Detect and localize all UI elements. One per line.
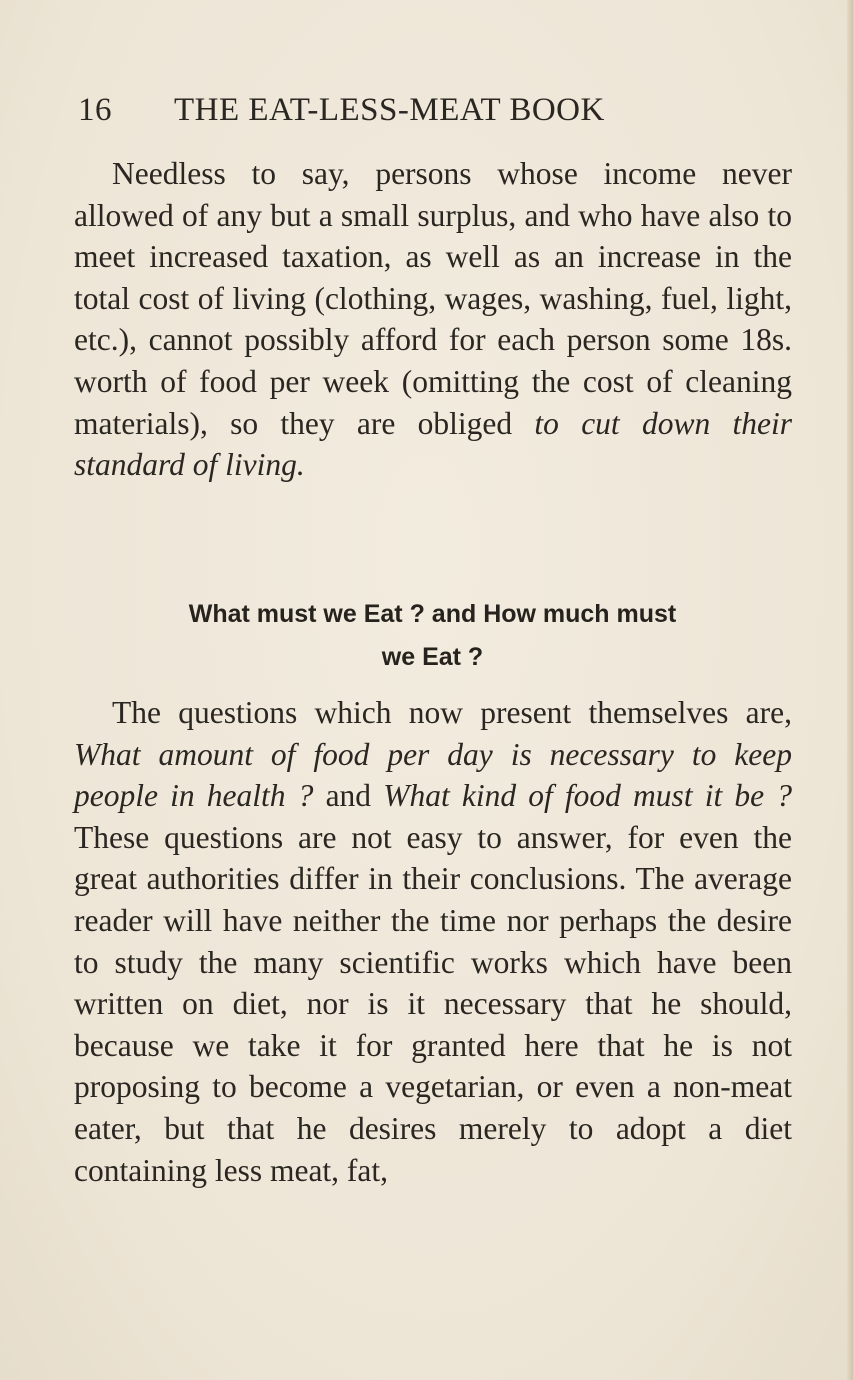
paragraph-1-italic: to cut down their standard of living. — [74, 405, 792, 483]
paragraph-2-part-3: These questions are not easy to answer, for even the great authorities differ in their conclusions. The average reader will have neither the time nor perhaps the desire to study the many scientific works which have been written on diet, nor is it necessary that he should, because we take it for granted here that he is not proposing to become a vegetarian, or even a non-meat eater, but that he desires merely to adopt a diet containing less meat, fat, — [74, 819, 792, 1188]
paragraph-2-part-2: and — [313, 778, 384, 814]
paragraph-1-text: Needless to say, persons whose income never allowed of any but a small surplus, and who have also to meet increased taxation, as well as an increase in the total cost of living (clothing, wages, washing, fuel, light, etc.), cannot possibly afford for each person some 18s. worth of food per week (omitting the cost of cleaning materials), so they are obliged — [74, 156, 792, 441]
section-heading-line-1: What must we Eat ? and How much must — [188, 600, 677, 628]
paragraph-2-italic-2: What kind of food must it be ? — [383, 778, 793, 814]
paragraph-2-italic-1: What amount of food per day is necessary to keep people in health ? — [74, 736, 792, 814]
page-number: 16 — [78, 92, 112, 128]
paragraph-2-part-1: The questions which now present themselves are, — [112, 695, 792, 730]
running-header — [78, 92, 605, 129]
page-edge — [847, 0, 853, 1380]
paragraph-1 — [74, 153, 792, 486]
running-title: THE EAT-LESS-MEAT BOOK — [174, 92, 605, 128]
paragraph-2 — [74, 692, 792, 1191]
section-heading — [90, 593, 775, 679]
section-heading-line-2: we Eat ? — [381, 643, 484, 671]
